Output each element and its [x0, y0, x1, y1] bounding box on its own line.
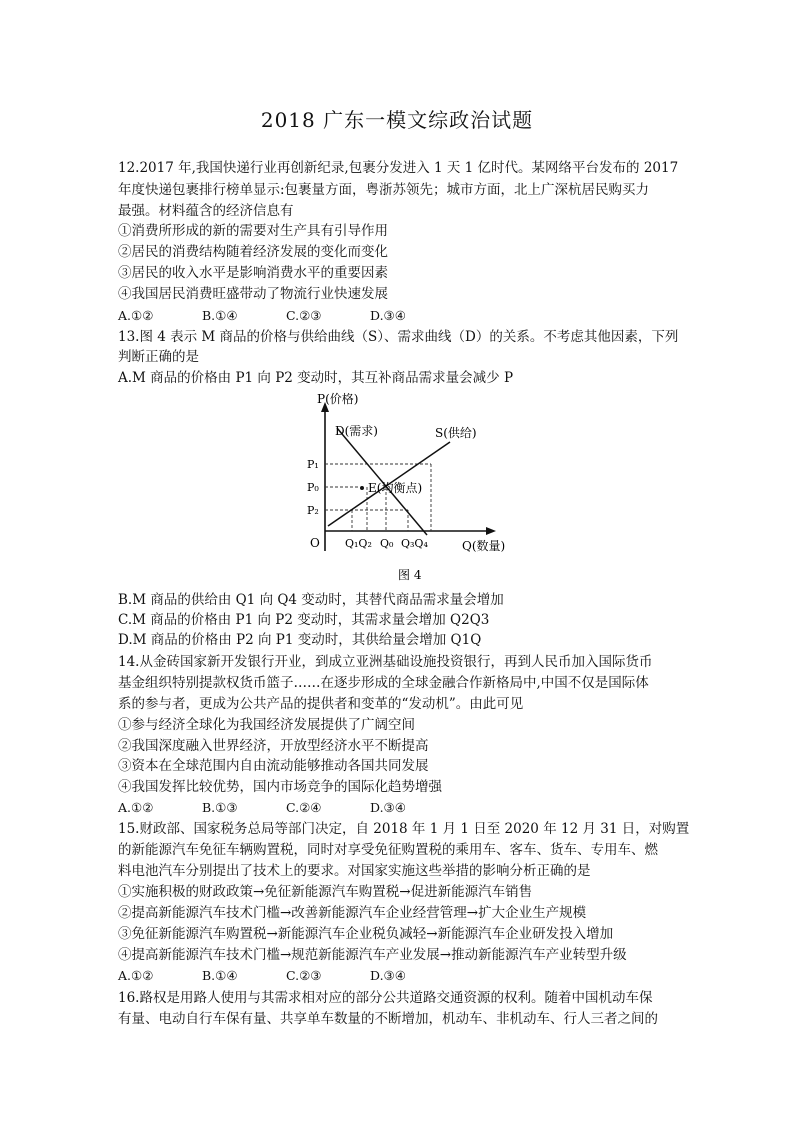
q12-options [118, 306, 454, 326]
q12-stem-line-1: 12.2017 年,我国快递行业再创新纪录,包裹分发进入 1 天 1 亿时代。某网络平台发布的 2017 [118, 160, 679, 176]
q15-item-1: ①实施积极的财政政策→免征新能源汽车购置税→促进新能源汽车销售 [118, 884, 533, 900]
q15-item-2: ②提高新能源汽车技术门槛→改善新能源汽车企业经营管理→扩大企业生产规模 [118, 905, 587, 921]
page-title: 2018 广东一模文综政治试题 [260, 108, 534, 132]
q14-item-4: ④我国发挥比较优势，国内市场竞争的国际化趋势增强 [118, 779, 442, 795]
q14-options [118, 798, 454, 818]
q15-stem-line-2: 的新能源汽车免征车辆购置税，同时对享受免征购置税的乘用车、客车、货车、专用车、燃 [118, 842, 658, 858]
q14-option-b: B.①③ [202, 800, 238, 815]
q3q4-tick: Q₃Q₄ [401, 537, 428, 550]
q13-option-c: C.M 商品的价格由 P1 向 P2 变动时，其需求量会增加 Q2Q3 [118, 612, 490, 628]
quantity-axis-arrow [486, 527, 496, 535]
q14-stem-line-3: 系的参与者，更成为公共产品的提供者和变革的“发动机”。由此可见 [118, 696, 524, 712]
q15-option-a: A.①② [118, 968, 154, 983]
q0-tick: Q₀ [380, 537, 394, 550]
q12-item-2: ②居民的消费结构随着经济发展的变化而变化 [118, 244, 388, 260]
q14-option-c: C.②④ [286, 800, 322, 815]
q15-option-d: D.③④ [370, 968, 406, 983]
origin-label: O [310, 536, 320, 550]
q13-option-d: D.M 商品的价格由 P2 向 P1 变动时，其供给量会增加 Q1Q [118, 632, 482, 648]
q15-stem-line-3: 料电池汽车分别提出了技术上的要求。对国家实施这些举措的影响分析正确的是 [118, 863, 591, 879]
q12-option-a: A.①② [118, 308, 154, 323]
equilibrium-label: E(均衡点) [368, 481, 423, 495]
q15-item-3: ③免征新能源汽车购置税→新能源汽车企业税负减轻→新能源汽车企业研发投入增加 [118, 926, 614, 942]
supply-demand-figure [290, 386, 530, 586]
q14-option-a: A.①② [118, 800, 154, 815]
q13-stem-line-2: 判断正确的是 [118, 349, 199, 365]
q15-option-c: C.②③ [286, 968, 322, 983]
q13-option-b: B.M 商品的供给由 Q1 向 Q4 变动时，其替代商品需求量会增加 [118, 592, 504, 608]
equilibrium-point [360, 486, 364, 490]
supply-label: S(供给) [435, 426, 477, 440]
y-axis-label: P(价格) [317, 392, 359, 406]
p2-tick: P₂ [307, 504, 319, 517]
q15-options [118, 966, 454, 986]
q16-stem-line-2: 有量、电动自行车保有量、共享单车数量的不断增加，机动车、非机动车、行人三者之间的 [118, 1011, 658, 1027]
q14-option-d: D.③④ [370, 800, 406, 815]
q1q2-tick: Q₁Q₂ [345, 537, 372, 550]
demand-label: D(需求) [335, 424, 378, 438]
q14-stem-line-1: 14.从金砖国家新开发银行开业，到成立亚洲基础设施投资银行，再到人民币加入国际货币 [118, 654, 653, 670]
q15-option-b: B.①④ [202, 968, 238, 983]
q15-stem-line-1: 15.财政部、国家税务总局等部门决定，自 2018 年 1 月 1 日至 2020 年 12 月 31 日，对购置 [118, 821, 690, 837]
q12-stem-line-3: 最强。材料蕴含的经济信息有 [118, 203, 294, 219]
p1-tick: P₁ [307, 458, 319, 471]
q12-item-3: ③居民的收入水平是影响消费水平的重要因素 [118, 265, 388, 281]
q14-item-2: ②我国深度融入世界经济，开放型经济水平不断提高 [118, 738, 429, 754]
q12-item-1: ①消费所形成的新的需要对生产具有引导作用 [118, 223, 388, 239]
q12-option-c: C.②③ [286, 308, 322, 323]
p0-tick: P₀ [307, 481, 319, 494]
q14-item-1: ①参与经济全球化为我国经济发展提供了广阔空间 [118, 717, 415, 733]
q15-item-4: ④提高新能源汽车技术门槛→规范新能源汽车产业发展→推动新能源汽车产业转型升级 [118, 947, 627, 963]
q13-stem-line-1: 13.图 4 表示 M 商品的价格与供给曲线（S）、需求曲线（D）的关系。不考虑其他因素，下列 [118, 329, 679, 345]
q14-item-3: ③资本在全球范围内自由流动能够推动各国共同发展 [118, 758, 429, 774]
figure-caption: 图 4 [398, 568, 422, 582]
q12-stem-line-2: 年度快递包裹排行榜单显示:包裹量方面，粤浙苏领先；城市方面，北上广深杭居民购买力 [118, 182, 650, 198]
q13-option-a: A.M 商品的价格由 P1 向 P2 变动时，其互补商品需求量会减少 P [118, 370, 514, 386]
q12-item-4: ④我国居民消费旺盛带动了物流行业快速发展 [118, 286, 388, 302]
x-axis-label: Q(数量) [462, 539, 506, 553]
q16-stem-line-1: 16.路权是用路人使用与其需求相对应的部分公共道路交通资源的权利。随着中国机动车保 [118, 990, 653, 1006]
q14-stem-line-2: 基金组织特别提款权货币篮子……在逐步形成的全球金融合作新格局中,中国不仅是国际体 [118, 675, 649, 691]
q12-option-d: D.③④ [370, 308, 406, 323]
q12-option-b: B.①④ [202, 308, 238, 323]
